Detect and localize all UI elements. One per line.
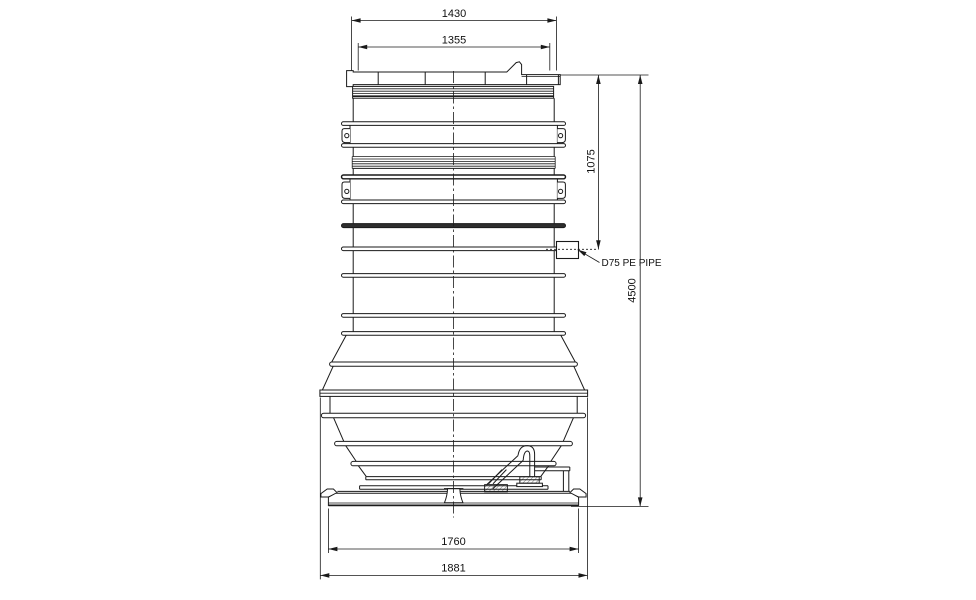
inlet-stub: [557, 242, 579, 259]
dim-top-inner-value: 1355: [441, 34, 467, 47]
tank-rib: [342, 314, 566, 318]
dim-base-plate-value: 1760: [441, 536, 466, 549]
inlet-pipe-label: D75 PE PIPE: [601, 258, 662, 270]
dim-base-overall-value: 1881: [441, 562, 466, 575]
dim-base-plate: [328, 509, 578, 554]
dim-overall-height-value: 4500: [626, 278, 639, 303]
label-inlet-pipe: [578, 250, 662, 270]
dim-inlet-height: [586, 75, 601, 249]
pipe-flange: [520, 477, 539, 483]
lid-seat-rings: [353, 86, 554, 98]
pump-coupling: [485, 485, 508, 492]
dim-inlet-height-value: 1075: [585, 149, 598, 174]
dim-overall-height: [627, 75, 643, 506]
dim-top-outer-value: 1430: [441, 8, 467, 21]
